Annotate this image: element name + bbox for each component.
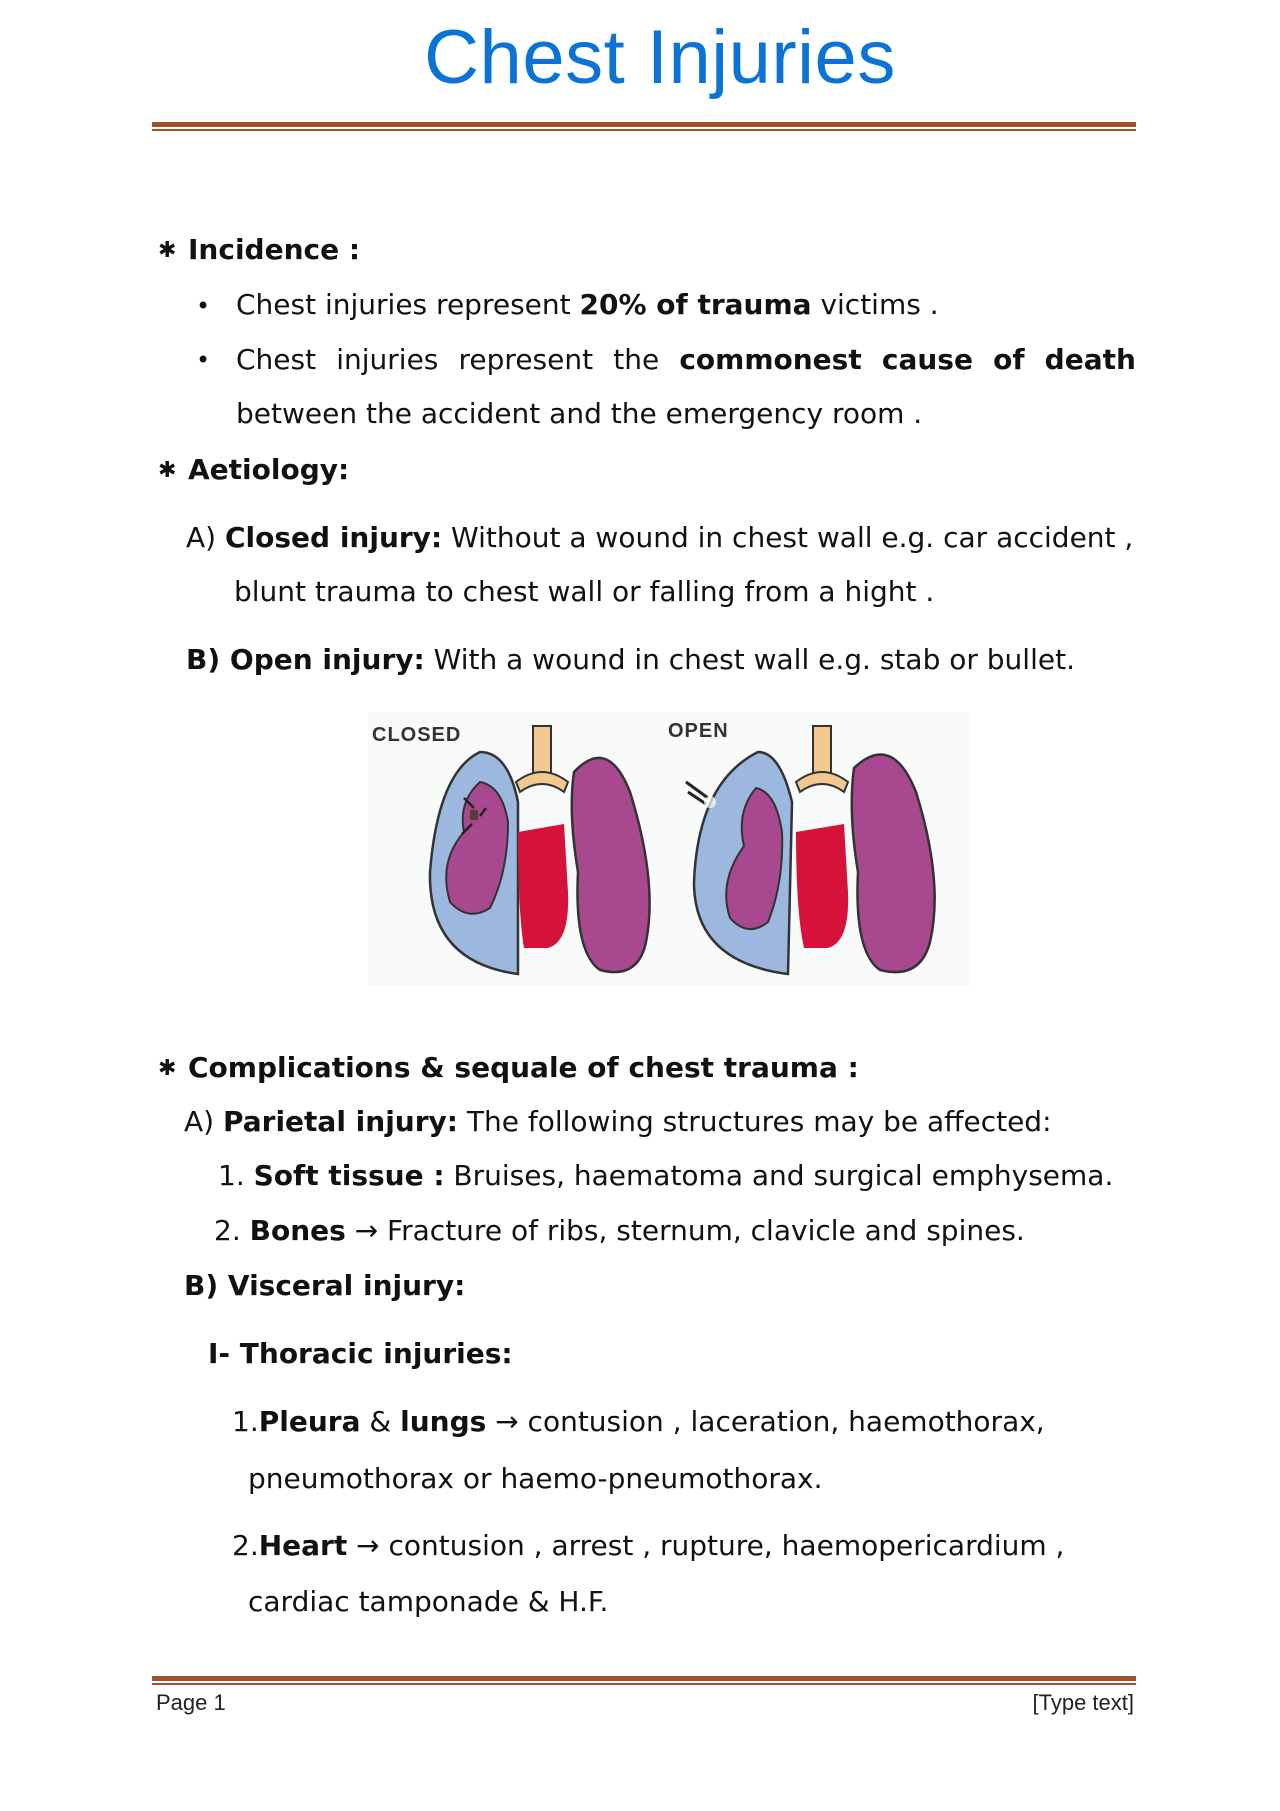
thoracic-item-1: 1.Pleura & lungs → contusion , laceration, haemothorax,: [232, 1405, 1045, 1438]
lungs-illustration: [368, 712, 970, 986]
asterisk-icon: ✱: [158, 458, 177, 483]
incidence-word: death: [1044, 343, 1136, 376]
parietal-item-1: 1. Soft tissue : Bruises, haematoma and surgical emphysema.: [218, 1159, 1114, 1192]
aetiology-closed-cont: blunt trauma to chest wall or falling from a hight .: [234, 575, 935, 608]
bullet-icon: •: [196, 346, 211, 374]
incidence-word: represent: [458, 343, 594, 376]
page-title: Chest Injuries: [424, 15, 896, 100]
open-heart: [796, 824, 848, 948]
incidence-bullet-2-cont: between the accident and the emergency room .: [236, 397, 923, 430]
aetiology-closed: A) Closed injury: Without a wound in chest wall e.g. car accident ,: [186, 521, 1134, 554]
bullet-icon: •: [196, 292, 211, 320]
open-bronchi: [796, 772, 848, 792]
thoracic-injuries: I- Thoracic injuries:: [208, 1337, 513, 1370]
closed-injury-site: [470, 810, 478, 820]
incidence-word: injuries: [336, 343, 439, 376]
page-number: Page 1: [156, 1690, 226, 1715]
asterisk-icon: ✱: [158, 1056, 177, 1081]
footer-right-text: [Type text]: [1032, 1690, 1134, 1715]
closed-right-lung: [572, 758, 650, 972]
incidence-heading: ✱ Incidence :: [158, 232, 360, 269]
footer-rule: [152, 1676, 1136, 1681]
closed-heart: [518, 824, 568, 948]
parietal-item-2: 2. Bones → Fracture of ribs, sternum, clavicle and spines.: [214, 1214, 1025, 1247]
incidence-word: the: [613, 343, 660, 376]
header-rule-thin: [152, 129, 1136, 131]
header-rule: [152, 122, 1136, 127]
open-lungs: [686, 726, 935, 974]
aetiology-open: B) Open injury: With a wound in chest wall e.g. stab or bullet.: [186, 643, 1075, 676]
lung-injury-figure: [368, 712, 970, 986]
visceral-injury: B) Visceral injury:: [184, 1269, 466, 1302]
open-right-lung: [852, 755, 935, 973]
footer-rule-thin: [152, 1683, 1136, 1685]
parietal-injury: A) Parietal injury: The following structures may be affected:: [184, 1105, 1052, 1138]
incidence-word: of: [993, 343, 1025, 376]
incidence-word: commonest: [679, 343, 862, 376]
closed-lungs: [430, 726, 650, 974]
incidence-word: cause: [881, 343, 973, 376]
thoracic-item-1-cont: pneumothorax or haemo-pneumothorax.: [248, 1462, 823, 1495]
open-label: OPEN: [668, 720, 729, 742]
open-wound: [704, 796, 716, 808]
closed-label: CLOSED: [372, 724, 462, 746]
aetiology-heading: ✱ Aetiology:: [158, 452, 349, 489]
thoracic-item-2: 2.Heart → contusion , arrest , rupture, haemopericardium ,: [232, 1529, 1065, 1562]
incidence-bullet-1: • Chest injuries represent 20% of trauma victims .: [196, 287, 939, 324]
complications-heading: ✱ Complications & sequale of chest trauma :: [158, 1050, 859, 1087]
thoracic-item-2-cont: cardiac tamponade & H.F.: [248, 1585, 609, 1618]
incidence-word: Chest: [236, 343, 317, 376]
incidence-bullet-2: [196, 342, 1136, 378]
closed-bronchi: [516, 772, 568, 792]
asterisk-icon: ✱: [158, 238, 177, 263]
